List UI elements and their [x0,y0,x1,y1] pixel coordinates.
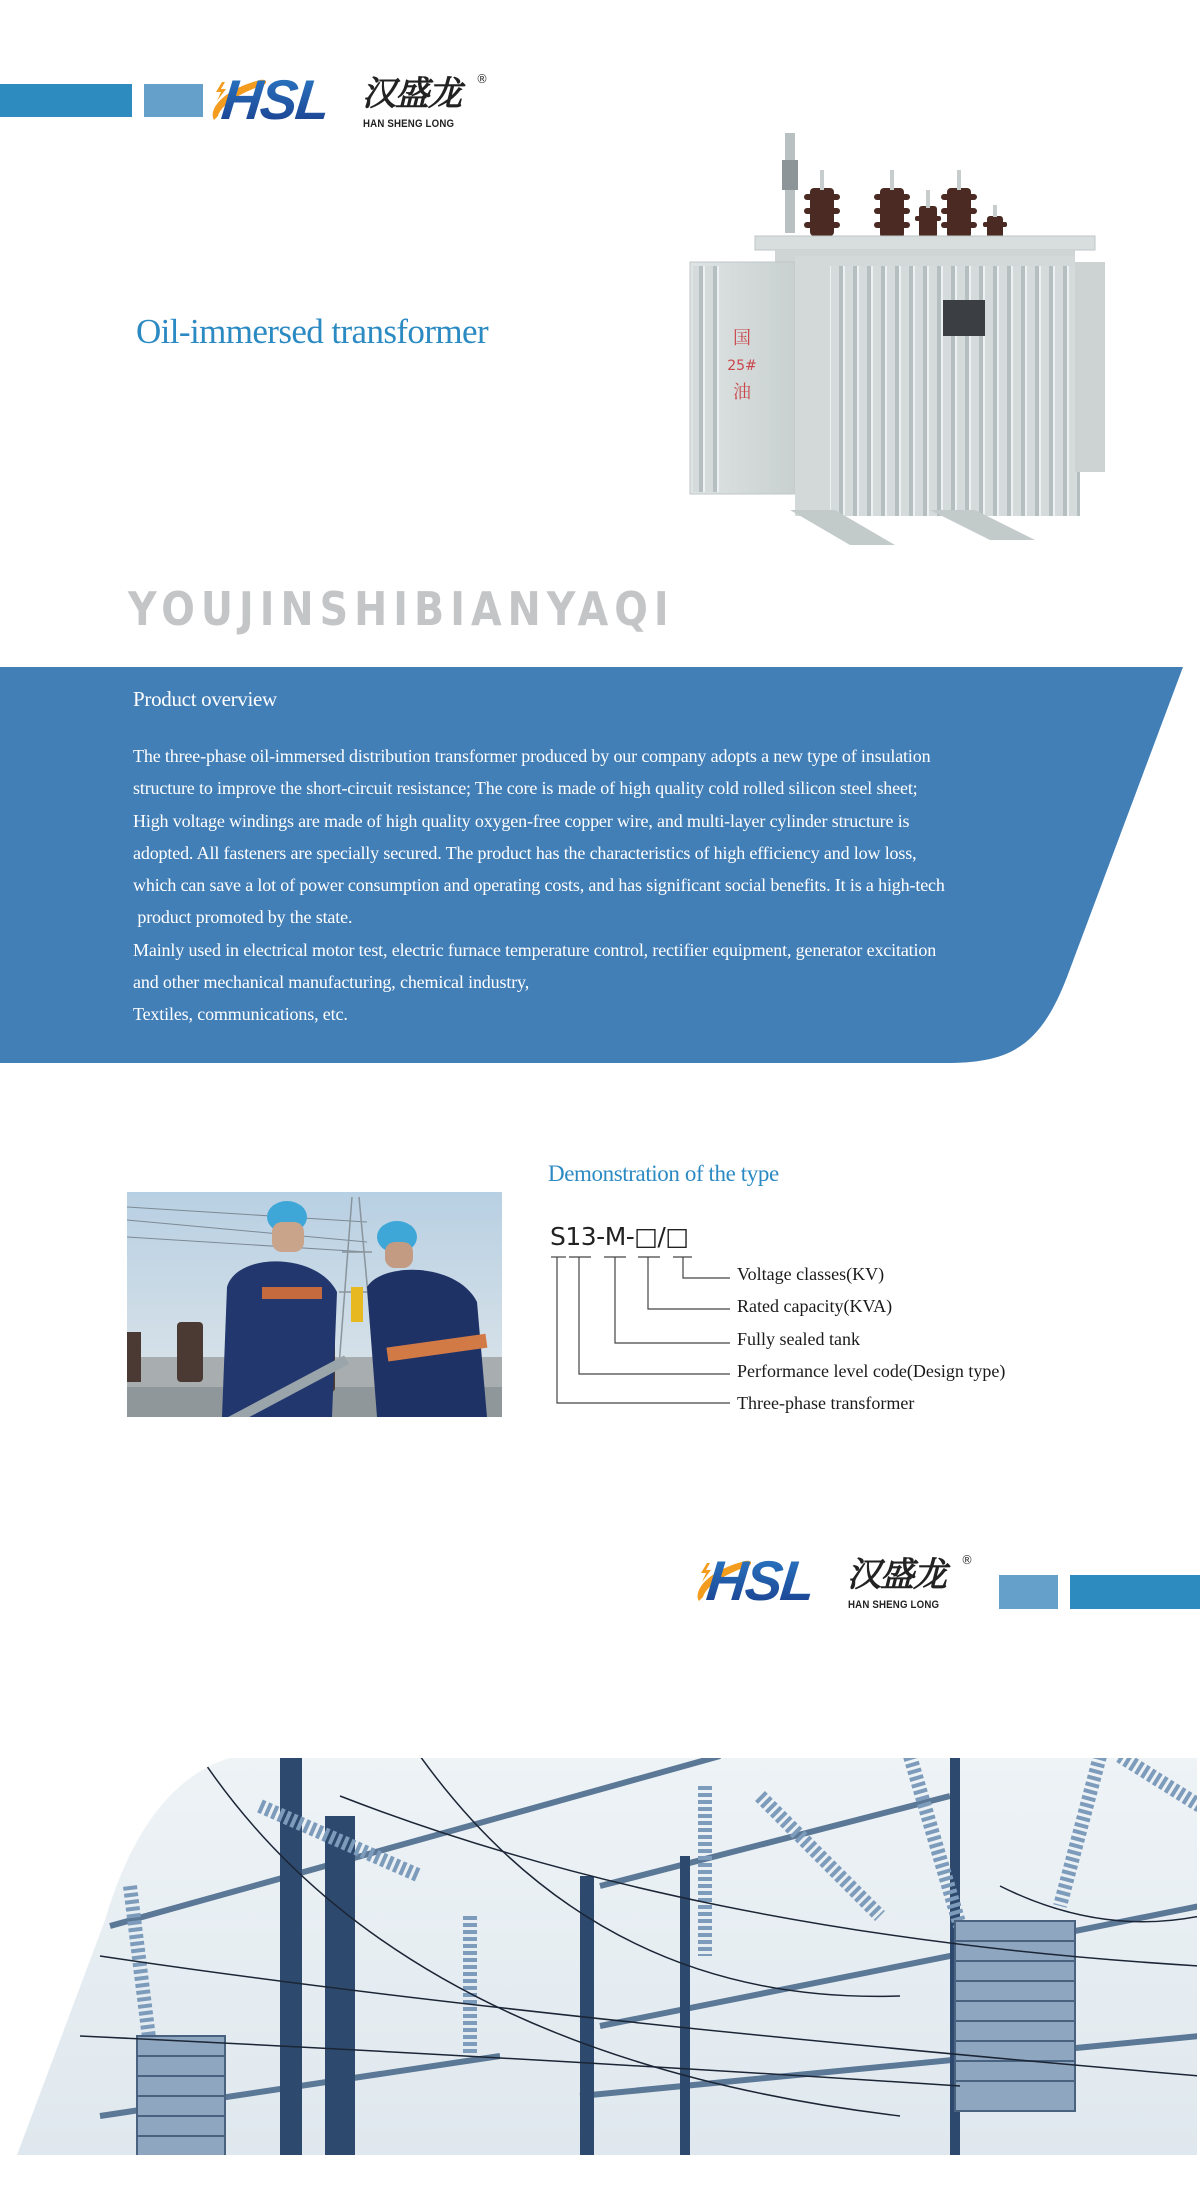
model-code: S13-M-□/□ [550,1222,689,1251]
brand-name-en: HAN SHENG LONG [848,1599,940,1611]
brand-mark: HSL [703,1549,817,1612]
transformer-image [685,130,1110,555]
type-diagram-lines [540,1250,740,1420]
workers-photo [127,1192,502,1417]
substation-image [0,1756,1200,2156]
overview-line: Textiles, communications, etc. [133,1004,348,1025]
header-bar-light [144,84,203,117]
footer-bar-light [999,1575,1058,1609]
overview-heading: Product overview [133,687,277,711]
type-label-performance: Performance level code(Design type) [737,1361,1006,1381]
overview-line: and other mechanical manufacturing, chemical industry, [133,972,530,993]
page-title: Oil-immersed transformer [136,312,489,351]
registered-mark: ® [476,72,488,86]
footer-brand-logo [693,1549,983,1615]
overview-line: High voltage windings are made of high quality oxygen-free copper wire, and multi-layer cylinder structure is [133,810,910,831]
overview-line: structure to improve the short-circuit resistance; The core is made of high quality cold rolled silicon steel sheet; [133,778,918,799]
pinyin-watermark: YOUJINSHIBIANYAQI [128,582,675,636]
svg-text:油: 油 [733,382,751,403]
svg-text:25#: 25# [727,358,757,374]
overview-line: The three-phase oil-immersed distribution transformer produced by our company adopts a new type of insulation [133,746,931,766]
header-bar-dark [0,84,132,117]
overview-line: Mainly used in electrical motor test, electric furnace temperature control, rectifier equipment, generator excitation [133,939,937,960]
svg-text:国: 国 [733,328,751,349]
overview-line: product promoted by the state. [133,907,353,928]
brand-logo [208,68,498,134]
registered-mark: ® [961,1553,973,1567]
type-label-three-phase: Three-phase transformer [737,1393,915,1413]
brand-name-cn: 汉盛龙 [847,1555,946,1595]
type-demo-heading: Demonstration of the type [548,1161,779,1186]
overview-line: which can save a lot of power consumption and operating costs, and has significant social benefits. It is a high-tech [133,875,945,896]
type-label-voltage: Voltage classes(KV) [737,1264,885,1284]
overview-line: adopted. All fasteners are specially secured. The product has the characteristics of high efficiency and low loss, [133,842,917,863]
brand-name-cn: 汉盛龙 [362,74,461,114]
footer-bar-dark [1070,1575,1200,1609]
brand-name-en: HAN SHENG LONG [363,118,455,130]
type-label-capacity: Rated capacity(KVA) [737,1296,893,1316]
overview-text [133,740,1053,1031]
brand-mark: HSL [218,68,332,131]
type-label-sealed-tank: Fully sealed tank [737,1329,860,1349]
